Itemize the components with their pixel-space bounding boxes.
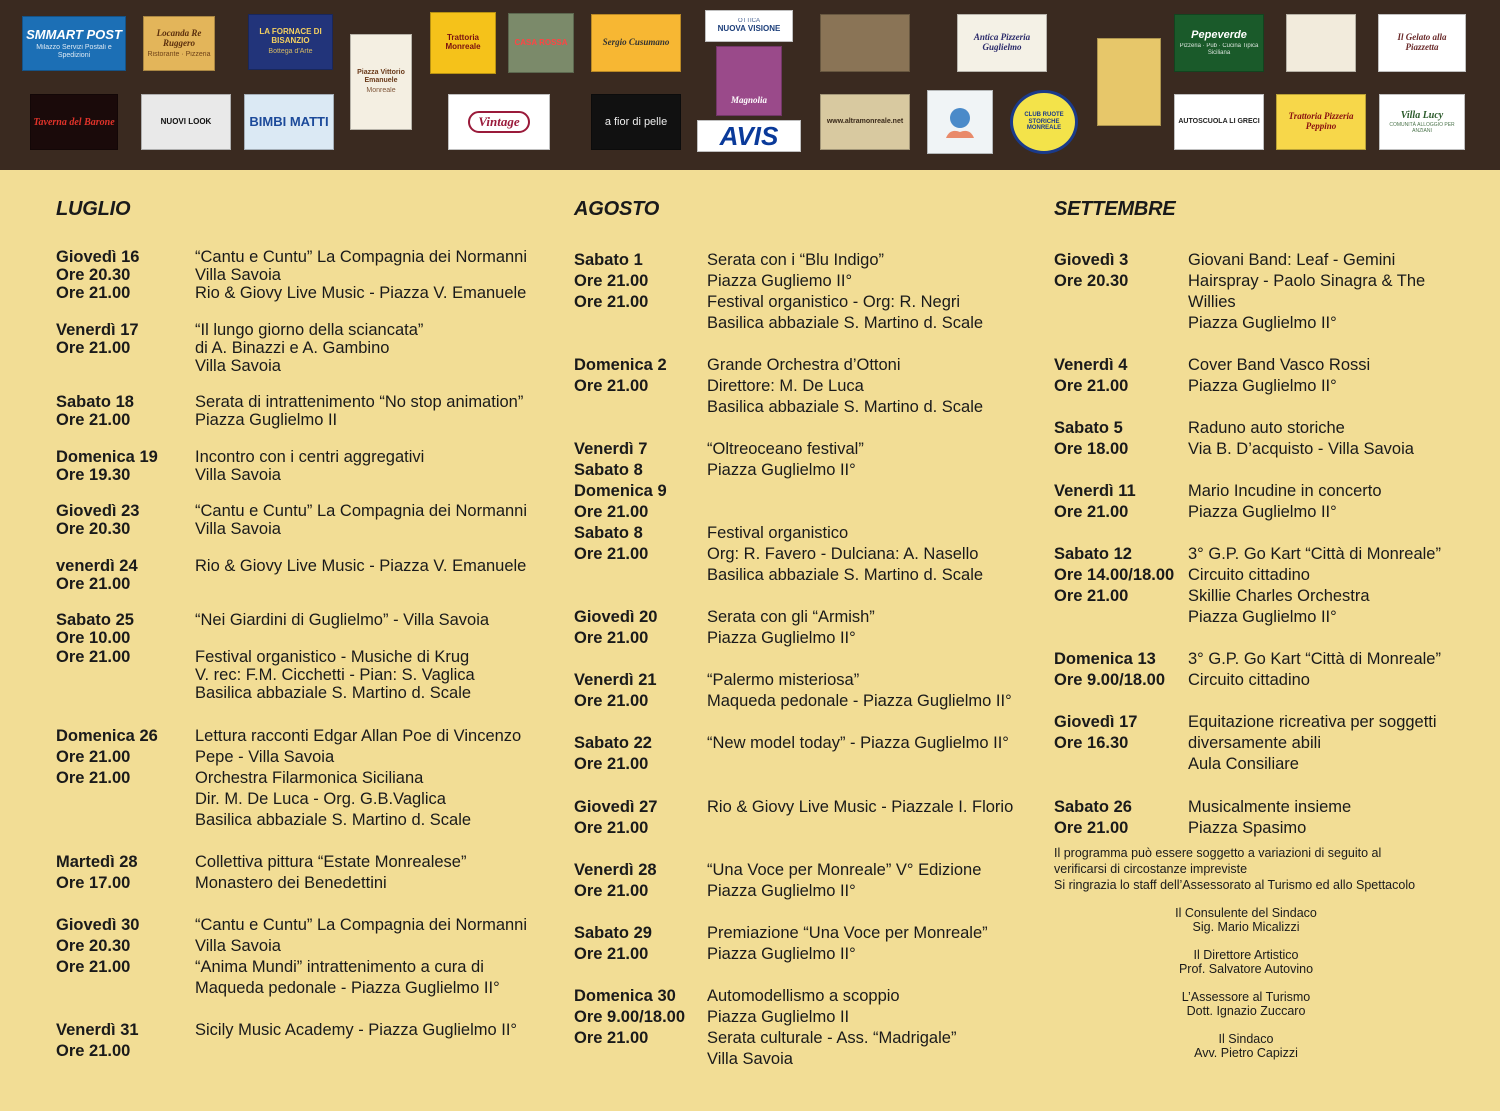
event-description: Villa Savoia [195,466,281,484]
sponsor-title: NUOVA VISIONE [717,23,781,33]
event-datetime: Ore 21.00 [56,411,131,429]
event-datetime: venerdì 24 [56,557,138,575]
event-datetime: Ore 21.00 [56,575,131,593]
sponsor-title: AUTOSCUOLA LI GRECI [1178,118,1260,126]
signature-name: Prof. Salvatore Autovino [1178,962,1314,976]
event-datetime: Ore 9.00/18.00 [1054,671,1166,689]
event-description: Festival organistico [707,524,849,542]
event-datetime: Sabato 22 [574,734,652,752]
event-datetime: Domenica 2 [574,356,667,374]
event-datetime: Venerdì 11 [1054,482,1136,500]
event-description: Automodellismo a scoppio [707,987,900,1005]
event-description: Collettiva pittura “Estate Monrealese” [195,853,467,871]
sponsor-bar [0,0,1500,170]
disclaimer-note: verificarsi di circostanze impreviste [1054,862,1248,876]
sponsor-logo [350,34,412,130]
month-title: AGOSTO [574,198,660,220]
event-description: Villa Savoia [195,937,281,955]
event-description: Dir. M. De Luca - Org. G.B.Vaglica [195,790,446,808]
sponsor-logo [697,120,801,152]
event-datetime: Ore 21.00 [56,769,131,787]
sponsor-title: a fior di pelle [604,115,668,128]
event-datetime: Sabato 8 [574,461,643,479]
sponsor-title: Locanda Re Ruggero [156,27,202,48]
event-datetime: Ore 21.00 [1054,377,1129,395]
event-description: Rio & Giovy Live Music - Piazza V. Emanuele [195,557,527,575]
event-description: Via B. D’acquisto - Villa Savoia [1188,440,1414,458]
event-description: Festival organistico - Musiche di Krug [195,648,470,666]
sponsor-title: CASA ROSSA [514,37,568,47]
event-description: Basilica abbaziale S. Martino d. Scale [707,566,984,584]
event-description: 3° G.P. Go Kart “Città di Monreale” [1188,545,1441,563]
event-description: Equitazione ricreativa per soggetti [1188,713,1437,731]
event-description: Cover Band Vasco Rossi [1188,356,1371,374]
sponsor-logo [1097,38,1161,126]
event-description: Piazza Guglielmo II° [707,629,856,647]
sponsor-logo [244,94,334,150]
event-description: Piazza Guglielmo II [195,411,338,429]
sponsor-title: Vintage [468,111,529,133]
sponsor-logo [1286,14,1356,72]
event-datetime: Ore 20.30 [56,266,131,284]
event-datetime: Ore 21.00 [574,882,649,900]
event-datetime: Ore 16.30 [1054,734,1129,752]
event-datetime: Ore 21.00 [1054,503,1129,521]
event-datetime: Ore 21.00 [56,1042,131,1060]
sponsor-sub: COMUNITÀ ALLOGGIO PER ANZIANI [1389,122,1455,134]
sponsor-logo [1378,14,1466,72]
event-datetime: Giovedì 17 [1054,713,1138,731]
event-datetime: Ore 21.00 [574,293,649,311]
month-title: SETTEMBRE [1054,198,1176,220]
sponsor-logo [30,94,118,150]
event-datetime: Giovedì 23 [56,502,140,520]
event-description: “Anima Mundi” intrattenimento a cura di [195,958,484,976]
sponsor-logo [1174,94,1264,150]
event-datetime: Ore 20.30 [1054,272,1129,290]
event-description: Skillie Charles Orchestra [1188,587,1370,605]
sponsor-title: AVIS [719,120,779,151]
event-description: “Oltreoceano festival” [707,440,864,458]
sponsor-sub: Ristorante · Pizzeria [147,50,211,58]
event-datetime: Ore 19.30 [56,466,131,484]
event-datetime: Ore 21.00 [56,648,131,666]
sponsor-title: Sergio Cusumano [602,37,670,48]
event-datetime: Ore 21.00 [56,958,131,976]
event-description: Basilica abbaziale S. Martino d. Scale [195,811,472,829]
event-description: Musicalmente insieme [1188,798,1352,816]
event-datetime: Ore 18.00 [1054,440,1129,458]
sponsor-logo [248,14,333,70]
event-description: Festival organistico - Org: R. Negri [707,293,961,311]
sponsor-title: Antica Pizzeria Guglielmo [973,32,1031,52]
sponsor-title: Piazza Vittorio Emanuele [357,69,405,85]
sponsor-logo [141,94,231,150]
sponsor-title: Pepeverde [1191,29,1247,42]
event-description: Villa Savoia [195,520,281,538]
event-description: Basilica abbaziale S. Martino d. Scale [195,684,472,702]
event-description: Willies [1188,293,1236,311]
event-description: Circuito cittadino [1188,671,1310,689]
event-description: Villa Savoia [195,266,281,284]
sponsor-logo [820,94,910,150]
sponsor-logo [927,90,993,154]
event-datetime: Venerdì 31 [56,1021,139,1039]
event-datetime: Ore 21.00 [574,1029,649,1047]
event-datetime: Ore 9.00/18.00 [574,1008,686,1026]
sponsor-title: Il Gelato alla Piazzetta [1397,32,1447,52]
event-description: “Cantu e Cuntu” La Compagnia dei Normanni [195,916,528,934]
event-datetime: Venerdì 21 [574,671,657,689]
sponsor-sub: MONREALE [1026,125,1062,132]
event-datetime: Sabato 29 [574,924,652,942]
event-description: Pepe - Villa Savoia [195,748,335,766]
event-datetime: Sabato 18 [56,393,134,411]
event-description: Mario Incudine in concerto [1188,482,1382,500]
event-datetime: Ore 14.00/18.00 [1054,566,1175,584]
event-description: diversamente abili [1188,734,1321,752]
event-description: Grande Orchestra d’Ottoni [707,356,901,374]
event-datetime: Venerdì 4 [1054,356,1128,374]
signature-role: L’Assessore al Turismo [1181,990,1311,1004]
event-description: Maqueda pedonale - Piazza Guglielmo II° [195,979,500,997]
event-description: Circuito cittadino [1188,566,1310,584]
sponsor-title: SMMART POST [26,26,122,42]
sponsor-logo [1379,94,1465,150]
sponsor-logo [957,14,1047,72]
event-datetime: Ore 21.00 [574,377,649,395]
club-badge [1010,90,1078,154]
event-description: Rio & Giovy Live Music - Piazza V. Emanuele [195,284,527,302]
event-description: Serata culturale - Ass. “Madrigale” [707,1029,957,1047]
event-datetime: Ore 21.00 [574,629,649,647]
event-datetime: Sabato 25 [56,611,134,629]
signature-name: Avv. Pietro Capizzi [1194,1046,1298,1060]
event-description: “New model today” - Piazza Guglielmo II° [707,734,1009,752]
event-datetime: Ore 21.00 [56,339,131,357]
event-description: Serata con i “Blu Indigo” [707,251,885,269]
sponsor-logo [1276,94,1366,150]
event-datetime: Ore 21.00 [574,819,649,837]
event-datetime: Domenica 30 [574,987,676,1005]
event-description: Basilica abbaziale S. Martino d. Scale [707,314,984,332]
event-description: Villa Savoia [707,1050,793,1068]
event-description: Aula Consiliare [1188,755,1299,773]
event-description: Sicily Music Academy - Piazza Guglielmo II° [195,1021,518,1039]
sponsor-logo [430,12,496,74]
sponsor-sub: OTTICA [738,18,760,25]
event-description: Giovani Band: Leaf - Gemini [1188,251,1396,269]
event-datetime: Ore 20.30 [56,937,131,955]
event-datetime: Ore 21.00 [574,692,649,710]
event-description: 3° G.P. Go Kart “Città di Monreale” [1188,650,1441,668]
sponsor-logo [448,94,550,150]
sponsor-logo [705,10,793,42]
event-description: Piazza Guglielmo II° [707,882,856,900]
month-title: LUGLIO [56,198,131,220]
event-datetime: Ore 21.00 [574,503,649,521]
event-description: “Una Voce per Monreale” V° Edizione [707,861,982,879]
event-description: Lettura racconti Edgar Allan Poe di Vincenzo [195,727,522,745]
event-description: Piazza Guglielmo II° [707,461,856,479]
event-datetime: Domenica 26 [56,727,158,745]
event-datetime: Ore 21.00 [574,545,649,563]
signature-role: Il Sindaco [1218,1032,1274,1046]
event-description: Premiazione “Una Voce per Monreale” [707,924,988,942]
event-description: V. rec: F.M. Cicchetti - Pian: S. Vaglica [195,666,475,684]
event-datetime: Giovedì 30 [56,916,140,934]
event-datetime: Sabato 1 [574,251,643,269]
event-datetime: Ore 21.00 [56,284,131,302]
sponsor-logo [591,94,681,150]
sponsor-logo [1005,88,1083,156]
sponsor-title: Villa Lucy [1400,110,1444,121]
event-description: “Il lungo giorno della sciancata” [195,321,424,339]
event-datetime: Ore 21.00 [1054,587,1129,605]
globe-hands-icon [940,102,980,142]
sponsor-logo [820,14,910,72]
event-datetime: Giovedì 20 [574,608,658,626]
event-description: Orchestra Filarmonica Siciliana [195,769,424,787]
event-description: Piazza Guglielmo II° [1188,314,1337,332]
signature-name: Sig. Mario Micalizzi [1192,920,1300,934]
event-datetime: Giovedì 16 [56,248,140,266]
event-datetime: Sabato 12 [1054,545,1132,563]
sponsor-sub: Monreale [366,86,396,94]
sponsor-logo [591,14,681,72]
event-description: Monastero dei Benedettini [195,874,387,892]
event-description: “Nei Giardini di Guglielmo” - Villa Savoia [195,611,490,629]
event-description: Incontro con i centri aggregativi [195,448,425,466]
event-datetime: Ore 21.00 [574,945,649,963]
event-description: “Cantu e Cuntu” La Compagnia dei Normanni [195,502,528,520]
event-datetime: Sabato 26 [1054,798,1132,816]
event-datetime: Sabato 5 [1054,419,1123,437]
event-description: Org: R. Favero - Dulciana: A. Nasello [707,545,979,563]
event-description: Piazza Spasimo [1188,819,1307,837]
sponsor-title: Magnolia [730,95,767,106]
sponsor-title: BIMBI MATTI [249,113,329,129]
sponsor-title: NUOVI LOOK [160,116,212,126]
event-datetime: Ore 21.00 [574,755,649,773]
sponsor-logo [508,13,574,73]
sponsor-sub: Bottega d'Arte [268,47,313,55]
sponsor-title: LA FORNACE DI BISANZIO [259,27,322,46]
event-datetime: Ore 21.00 [1054,819,1129,837]
sponsor-logo [22,16,126,71]
event-datetime: Domenica 13 [1054,650,1156,668]
event-datetime: Ore 21.00 [574,272,649,290]
event-description: Piazza Guglielmo II [707,1008,850,1026]
sponsor-title: Taverna del Barone [33,116,115,128]
sponsor-sub: Pizzeria · Pub · Cucina Tipica Siciliana [1179,43,1259,57]
event-description: Piazza Gugliemo II° [707,272,853,290]
event-description: “Cantu e Cuntu” La Compagnia dei Normanni [195,248,528,266]
event-datetime: Ore 10.00 [56,629,131,647]
event-description: Basilica abbaziale S. Martino d. Scale [707,398,984,416]
signature-role: Il Consulente del Sindaco [1175,906,1317,920]
event-description: Hairspray - Paolo Sinagra & The [1188,272,1426,290]
event-description: Maqueda pedonale - Piazza Guglielmo II° [707,692,1012,710]
event-datetime: Venerdì 28 [574,861,657,879]
event-datetime: Sabato 8 [574,524,643,542]
event-description: di A. Binazzi e A. Gambino [195,339,390,357]
event-datetime: Venerdì 7 [574,440,648,458]
event-description: Raduno auto storiche [1188,419,1345,437]
event-datetime: Martedì 28 [56,853,138,871]
event-datetime: Ore 21.00 [56,748,131,766]
disclaimer-note: Il programma può essere soggetto a variazioni di seguito al [1054,846,1382,860]
event-description: Rio & Giovy Live Music - Piazzale I. Florio [707,798,1014,816]
signature-role: Il Direttore Artistico [1193,948,1299,962]
event-description: Piazza Guglielmo II° [1188,608,1337,626]
sponsor-sub: Milazzo Servizi Postali e Spedizioni [36,43,112,59]
event-datetime: Ore 20.30 [56,520,131,538]
event-datetime: Domenica 19 [56,448,158,466]
event-description: Serata di intrattenimento “No stop animation” [195,393,524,411]
event-datetime: Domenica 9 [574,482,667,500]
sponsor-title: www.altramonreale.net [826,118,904,126]
sponsor-logo [716,46,782,116]
sponsor-title: Trattoria Monreale [445,33,481,51]
event-datetime: Venerdì 17 [56,321,139,339]
event-description: Piazza Guglielmo II° [1188,377,1337,395]
event-datetime: Giovedì 27 [574,798,658,816]
event-description: Villa Savoia [195,357,281,375]
programme [0,170,1500,1111]
event-datetime: Ore 17.00 [56,874,131,892]
sponsor-logo [143,16,215,71]
event-description: Piazza Guglielmo II° [1188,503,1337,521]
sponsor-title: CLUB RUOTE STORICHE [1024,112,1064,125]
event-datetime: Giovedì 3 [1054,251,1129,269]
sponsor-title: Trattoria Pizzeria Peppino [1288,111,1354,131]
event-description: Serata con gli “Armish” [707,608,875,626]
event-description: Piazza Guglielmo II° [707,945,856,963]
event-description: Direttore: M. De Luca [707,377,864,395]
event-description: “Palermo misteriosa” [707,671,860,689]
signature-name: Dott. Ignazio Zuccaro [1186,1004,1306,1018]
sponsor-logo [1174,14,1264,72]
disclaimer-note: Si ringrazia lo staff dell’Assessorato al Turismo ed allo Spettacolo [1054,878,1416,892]
